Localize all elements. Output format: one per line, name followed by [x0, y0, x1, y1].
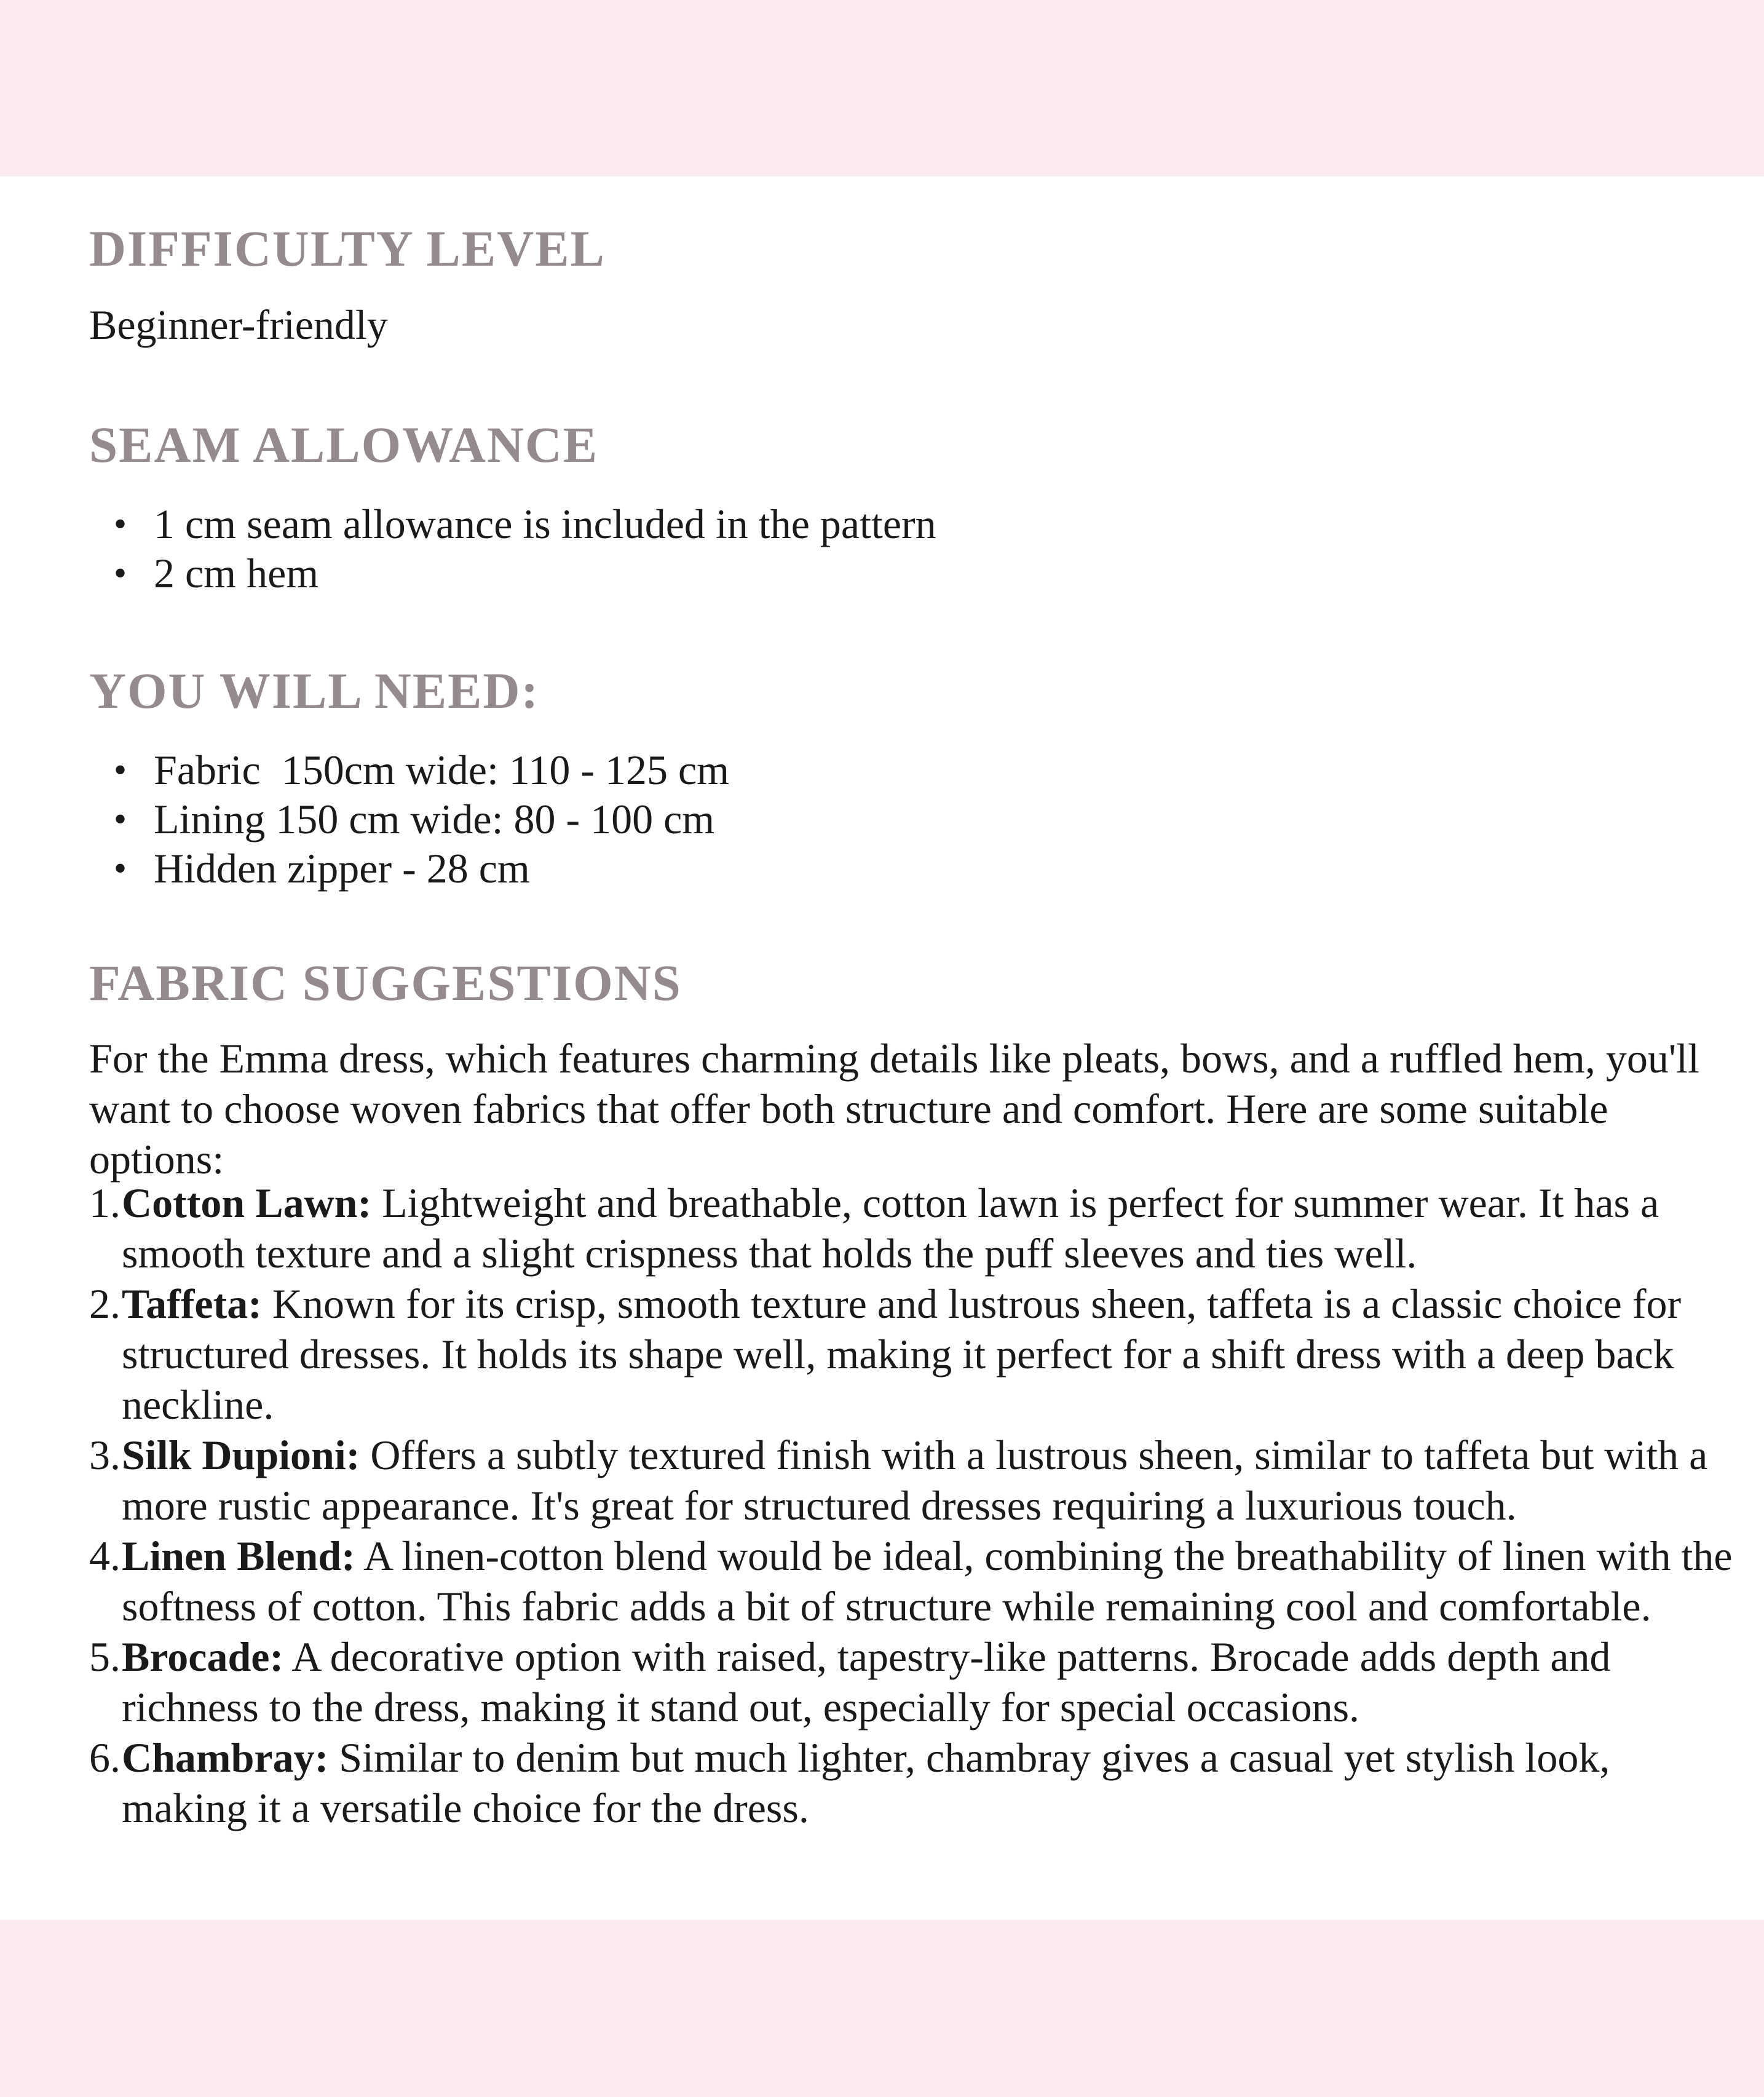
- option-description: Known for its crisp, smooth texture and lustrous sheen, taffeta is a classic choice for structured dresses. It holds its shape well, making it perfect for a shift dress with a deep back neckline.: [122, 1280, 1682, 1428]
- option-term: Linen Blend:: [122, 1532, 355, 1579]
- list-item: [89, 499, 936, 549]
- bullet-icon: •: [114, 504, 127, 544]
- seam-allowance-list: [89, 499, 936, 598]
- difficulty-heading: DIFFICULTY LEVEL: [89, 220, 606, 277]
- bullet-icon: •: [114, 553, 127, 593]
- fabric-option: [89, 1178, 1737, 1278]
- bullet-icon: •: [114, 799, 127, 839]
- list-item-text: Hidden zipper - 28 cm: [154, 845, 530, 892]
- option-number: 4.: [89, 1532, 121, 1579]
- option-number: 5.: [89, 1633, 121, 1680]
- fabric-option: [89, 1732, 1737, 1833]
- option-number: 1.: [89, 1179, 121, 1226]
- you-will-need-heading: YOU WILL NEED:: [89, 662, 540, 719]
- option-term: Silk Dupioni:: [122, 1432, 360, 1478]
- option-term: Cotton Lawn:: [122, 1179, 372, 1226]
- list-item: [89, 844, 729, 893]
- option-description: Similar to denim but much lighter, chambray gives a casual yet stylish look, making it a versatile choice for the dress.: [122, 1734, 1610, 1831]
- fabric-suggestions-heading: FABRIC SUGGESTIONS: [89, 954, 682, 1011]
- list-item: [89, 549, 936, 598]
- fabric-option: [89, 1531, 1737, 1631]
- list-item-text: 1 cm seam allowance is included in the pattern: [154, 501, 936, 547]
- list-item-text: Lining 150 cm wide: 80 - 100 cm: [154, 796, 715, 842]
- option-description: A decorative option with raised, tapestry-like patterns. Brocade adds depth and richness to the dress, making it stand out, especially for special occasions.: [122, 1633, 1611, 1730]
- option-description: Offers a subtly textured finish with a lustrous sheen, similar to taffeta but with a more rustic appearance. It's great for structured dresses requiring a luxurious touch.: [122, 1432, 1708, 1529]
- fabric-intro-paragraph: For the Emma dress, which features charming details like pleats, bows, and a ruffled hem, you'll want to choose woven fabrics that offer both structure and comfort. Here are some suitable options:: [89, 1035, 1699, 1183]
- option-number: 6.: [89, 1734, 121, 1781]
- option-term: Taffeta:: [122, 1280, 262, 1327]
- option-number: 3.: [89, 1432, 121, 1478]
- fabric-option: [89, 1631, 1737, 1732]
- fabric-option: [89, 1278, 1737, 1430]
- bullet-icon: •: [114, 848, 127, 889]
- option-term: Brocade:: [122, 1633, 284, 1680]
- list-item: [89, 745, 729, 795]
- materials-list: [89, 745, 729, 893]
- difficulty-value: Beginner-friendly: [89, 301, 388, 348]
- list-item-text: Fabric 150cm wide: 110 - 125 cm: [154, 747, 730, 793]
- fabric-options-list: [89, 1178, 1737, 1833]
- option-number: 2.: [89, 1280, 121, 1327]
- list-item: [89, 795, 729, 844]
- content-panel: [0, 176, 1764, 1920]
- fabric-option: [89, 1430, 1737, 1531]
- option-term: Chambray:: [122, 1734, 329, 1781]
- option-description: A linen-cotton blend would be ideal, combining the breathability of linen with the softness of cotton. This fabric adds a bit of structure while remaining cool and comfortable.: [122, 1532, 1733, 1630]
- list-item-text: 2 cm hem: [154, 550, 319, 597]
- seam-allowance-heading: SEAM ALLOWANCE: [89, 416, 599, 473]
- option-description: Lightweight and breathable, cotton lawn is perfect for summer wear. It has a smooth texture and a slight crispness that holds the puff sleeves and ties well.: [122, 1179, 1659, 1277]
- bullet-icon: •: [114, 750, 127, 790]
